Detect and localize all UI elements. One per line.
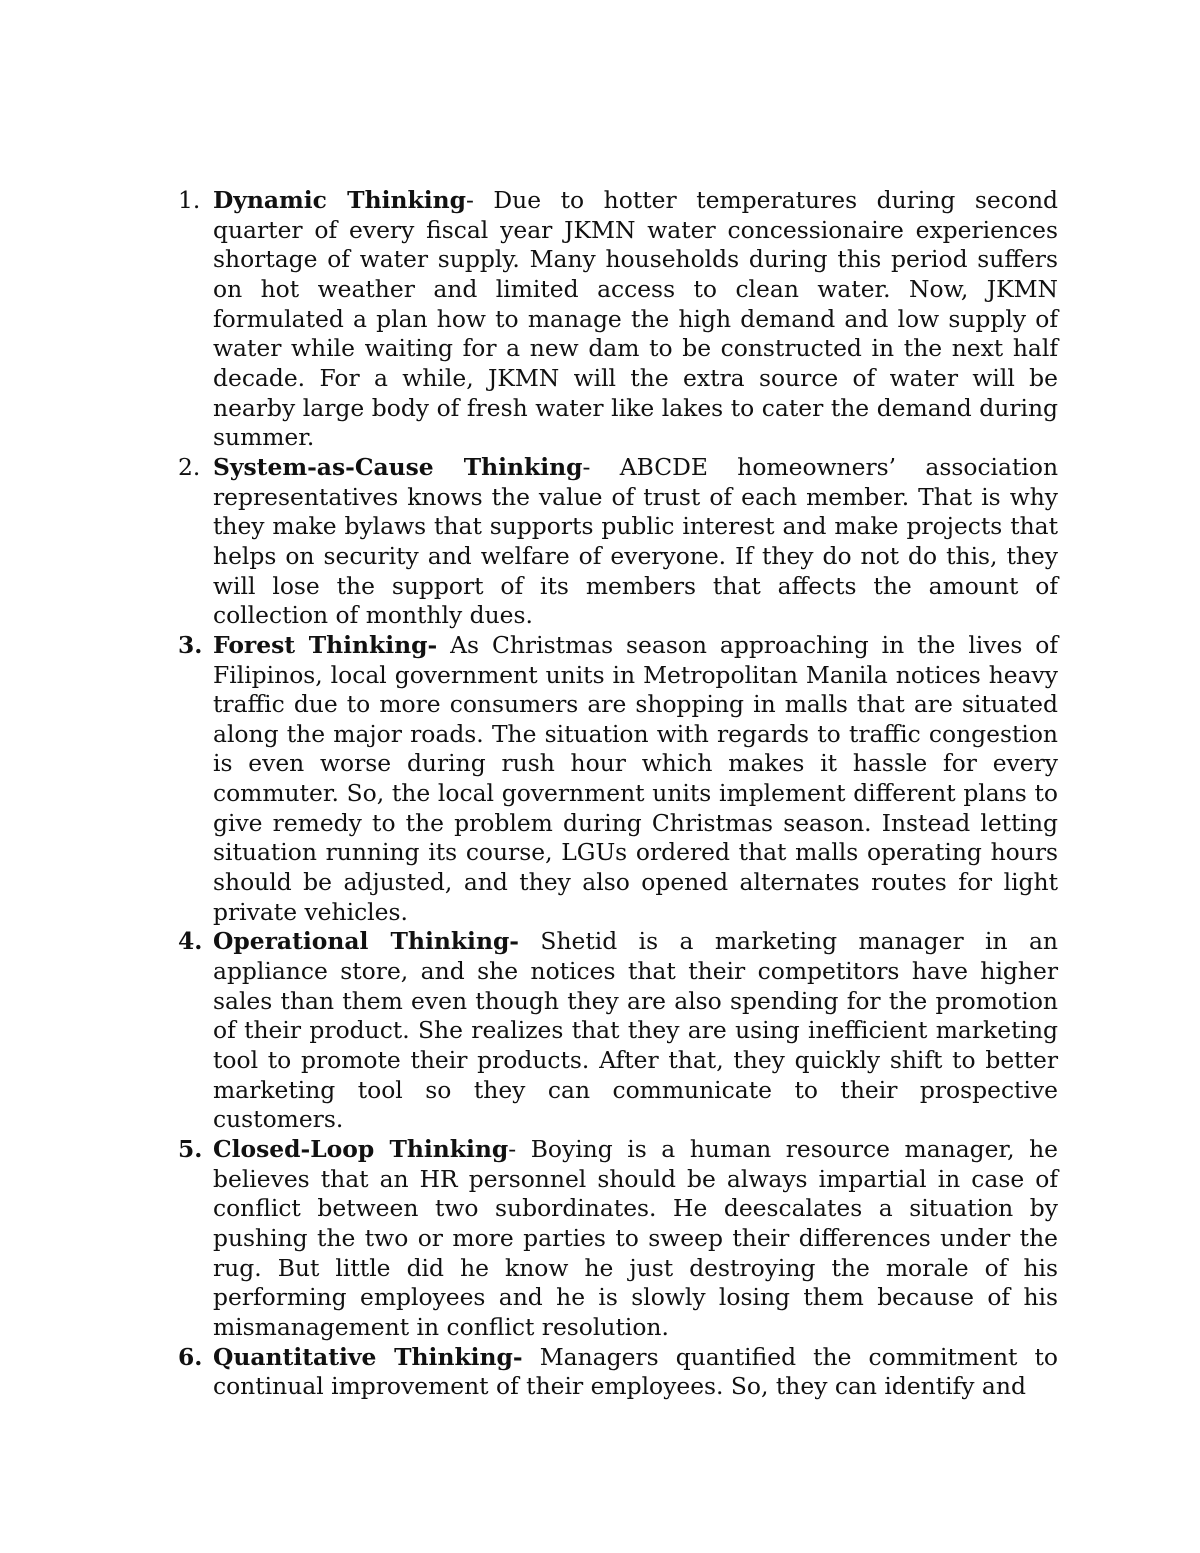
item-term: Closed-Loop Thinking: [213, 1135, 509, 1163]
list-item: [170, 631, 1058, 928]
list-item: [170, 186, 1058, 453]
list-number: 2.: [178, 452, 201, 481]
item-text: - ABCDE homeowners’ association representatives knows the value of trust of each member. That is why they make bylaws that supports public interest and make projects that helps on security and welfare of everyone. If they do not do this, they will lose the support of its members that affects the amount of collection of monthly dues.: [213, 452, 1059, 630]
list-item: [170, 1135, 1058, 1343]
list-number: 3.: [178, 630, 203, 659]
item-term: Forest Thinking-: [213, 630, 438, 659]
item-term: Operational Thinking-: [213, 927, 520, 956]
item-term: Dynamic Thinking: [213, 186, 466, 214]
list-number: 5.: [178, 1135, 203, 1163]
list-number: 6.: [178, 1342, 203, 1371]
item-text: - Due to hotter temperatures during second quarter of every fiscal year JKMN water concessionaire experiences shortage of water supply. Many households during this period suffers on hot weather and limited access to clean water. Now, JKMN formulated a plan how to manage the high demand and low supply of water while waiting for a new dam to be constructed in the next half decade. For a while, JKMN will the extra source of water will be nearby large body of fresh water like lakes to cater the demand during summer.: [213, 186, 1058, 452]
item-text: Shetid is a marketing manager in an appliance store, and she notices that their competitors have higher sales than them even though they are also spending for the promotion of their product. She realizes that they are using inefficient marketing tool to promote their products. After that, they quickly shift to better marketing tool so they can communicate to their prospective customers.: [213, 927, 1058, 1134]
thinking-types-list: [170, 186, 1058, 1402]
item-text: - Boying is a human resource manager, he believes that an HR personnel should be always impartial in case of conflict between two subordinates. He deescalates a situation by pushing the two or more parties to sweep their differences under the rug. But little did he know he just destroying the morale of his performing employees and he is slowly losing them because of his mismanagement in conflict resolution.: [213, 1135, 1059, 1341]
item-text: As Christmas season approaching in the lives of Filipinos, local government units in Metropolitan Manila notices heavy traffic due to more consumers are shopping in malls that are situated along the major roads. The situation with regards to traffic congestion is even worse during rush hour which makes it hassle for every commuter. So, the local government units implement different plans to give remedy to the problem during Christmas season. Instead letting situation running its course, LGUs ordered that malls operating hours should be adjusted, and they also opened alternates routes for light private vehicles.: [213, 630, 1059, 926]
list-item: [170, 453, 1058, 631]
list-item: [170, 927, 1058, 1135]
list-number: 4.: [178, 927, 203, 956]
list-item: [170, 1343, 1058, 1402]
item-text: Managers quantified the commitment to continual improvement of their employees. So, they can identify and: [213, 1342, 1058, 1401]
item-term: System-as-Cause Thinking: [213, 452, 583, 481]
list-number: 1.: [178, 186, 201, 214]
item-term: Quantitative Thinking-: [213, 1342, 523, 1371]
